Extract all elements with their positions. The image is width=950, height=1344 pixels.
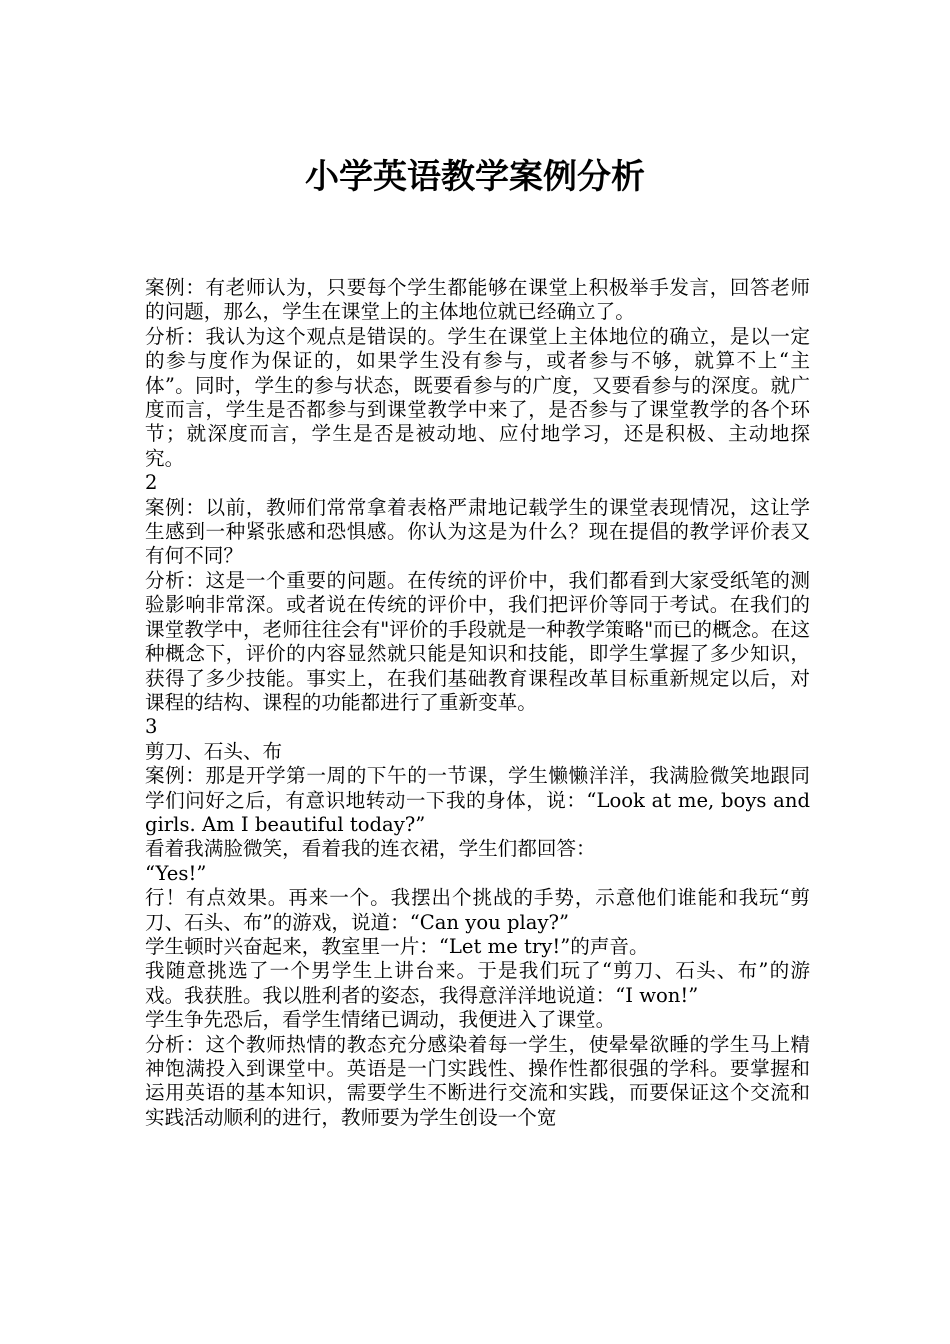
- paragraph-analysis-2: 分析：这是一个重要的问题。在传统的评价中，我们都看到大家受纸笔的测验影响非常深。或者说在传统的评价中，我们把评价等同于考试。在我们的课堂教学中，老师往往会有"评价的手段就是一种教学策略"而已的概念。在这种概念下，评价的内容显然就只能是知识和技能，即学生掌握了多少知识，获得了多少技能。事实上，在我们基础教育课程改革目标重新规定以后，对课程的结构、课程的功能都进行了重新变革。: [145, 568, 810, 714]
- paragraph-case-1: 案例：有老师认为，只要每个学生都能够在课堂上积极举手发言，回答老师的问题，那么，学生在课堂上的主体地位就已经确立了。: [145, 276, 810, 324]
- paragraph-analysis-1: 分析：我认为这个观点是错误的。学生在课堂上主体地位的确立，是以一定的参与度作为保证的，如果学生没有参与，或者参与不够，就算不上“主体”。同时，学生的参与状态，既要看参与的广度，又要看参与的深度。就广度而言，学生是否都参与到课堂教学中来了，是否参与了课堂教学的各个环节；就深度而言，学生是否是被动地、应付地学习，还是积极、主动地探究。: [145, 324, 810, 470]
- paragraph-dialogue-2: “Yes!”: [145, 861, 207, 885]
- document-body: [145, 276, 810, 1130]
- paragraph-case-3: 案例：那是开学第一周的下午的一节课，学生懒懒洋洋，我满脸微笑地跟同学们问好之后，有意识地转动一下我的身体，说：“Look at me, boys and girls. Am I beautiful today?”: [145, 764, 810, 836]
- paragraph-analysis-3: 分析：这个教师热情的教态充分感染着每一学生，使晕晕欲睡的学生马上精神饱满投入到课堂中。英语是一门实践性、操作性都很强的学科。要掌握和运用英语的基本知识，需要学生不断进行交流和实践，而要保证这个交流和实践活动顺利的进行，教师要为学生创设一个宽: [145, 1032, 810, 1129]
- section-number-2: 2: [145, 471, 158, 495]
- section-number-3: 3: [145, 715, 158, 739]
- paragraph-dialogue-3: 行！有点效果。再来一个。我摆出个挑战的手势，示意他们谁能和我玩“剪刀、石头、布”的游戏，说道：“Can you play?”: [145, 886, 810, 934]
- paragraph-dialogue-6: 学生争先恐后，看学生情绪已调动，我便进入了课堂。: [145, 1008, 616, 1032]
- section-heading: 剪刀、石头、布: [145, 739, 283, 763]
- paragraph-case-2: 案例：以前，教师们常常拿着表格严肃地记载学生的课堂表现情况，这让学生感到一种紧张感和恐惧感。你认为这是为什么？现在提倡的教学评价表又有何不同？: [145, 495, 810, 568]
- paragraph-dialogue-5: 我随意挑选了一个男学生上讲台来。于是我们玩了“剪刀、石头、布”的游戏。我获胜。我以胜利者的姿态，我得意洋洋地说道：“I won!”: [145, 959, 810, 1007]
- paragraph-dialogue-1: 看着我满脸微笑，看着我的连衣裙，学生们都回答：: [145, 837, 596, 861]
- paragraph-dialogue-4: 学生顿时兴奋起来，教室里一片：“Let me try!”的声音。: [145, 934, 649, 958]
- document-title: 小学英语教学案例分析: [305, 157, 645, 197]
